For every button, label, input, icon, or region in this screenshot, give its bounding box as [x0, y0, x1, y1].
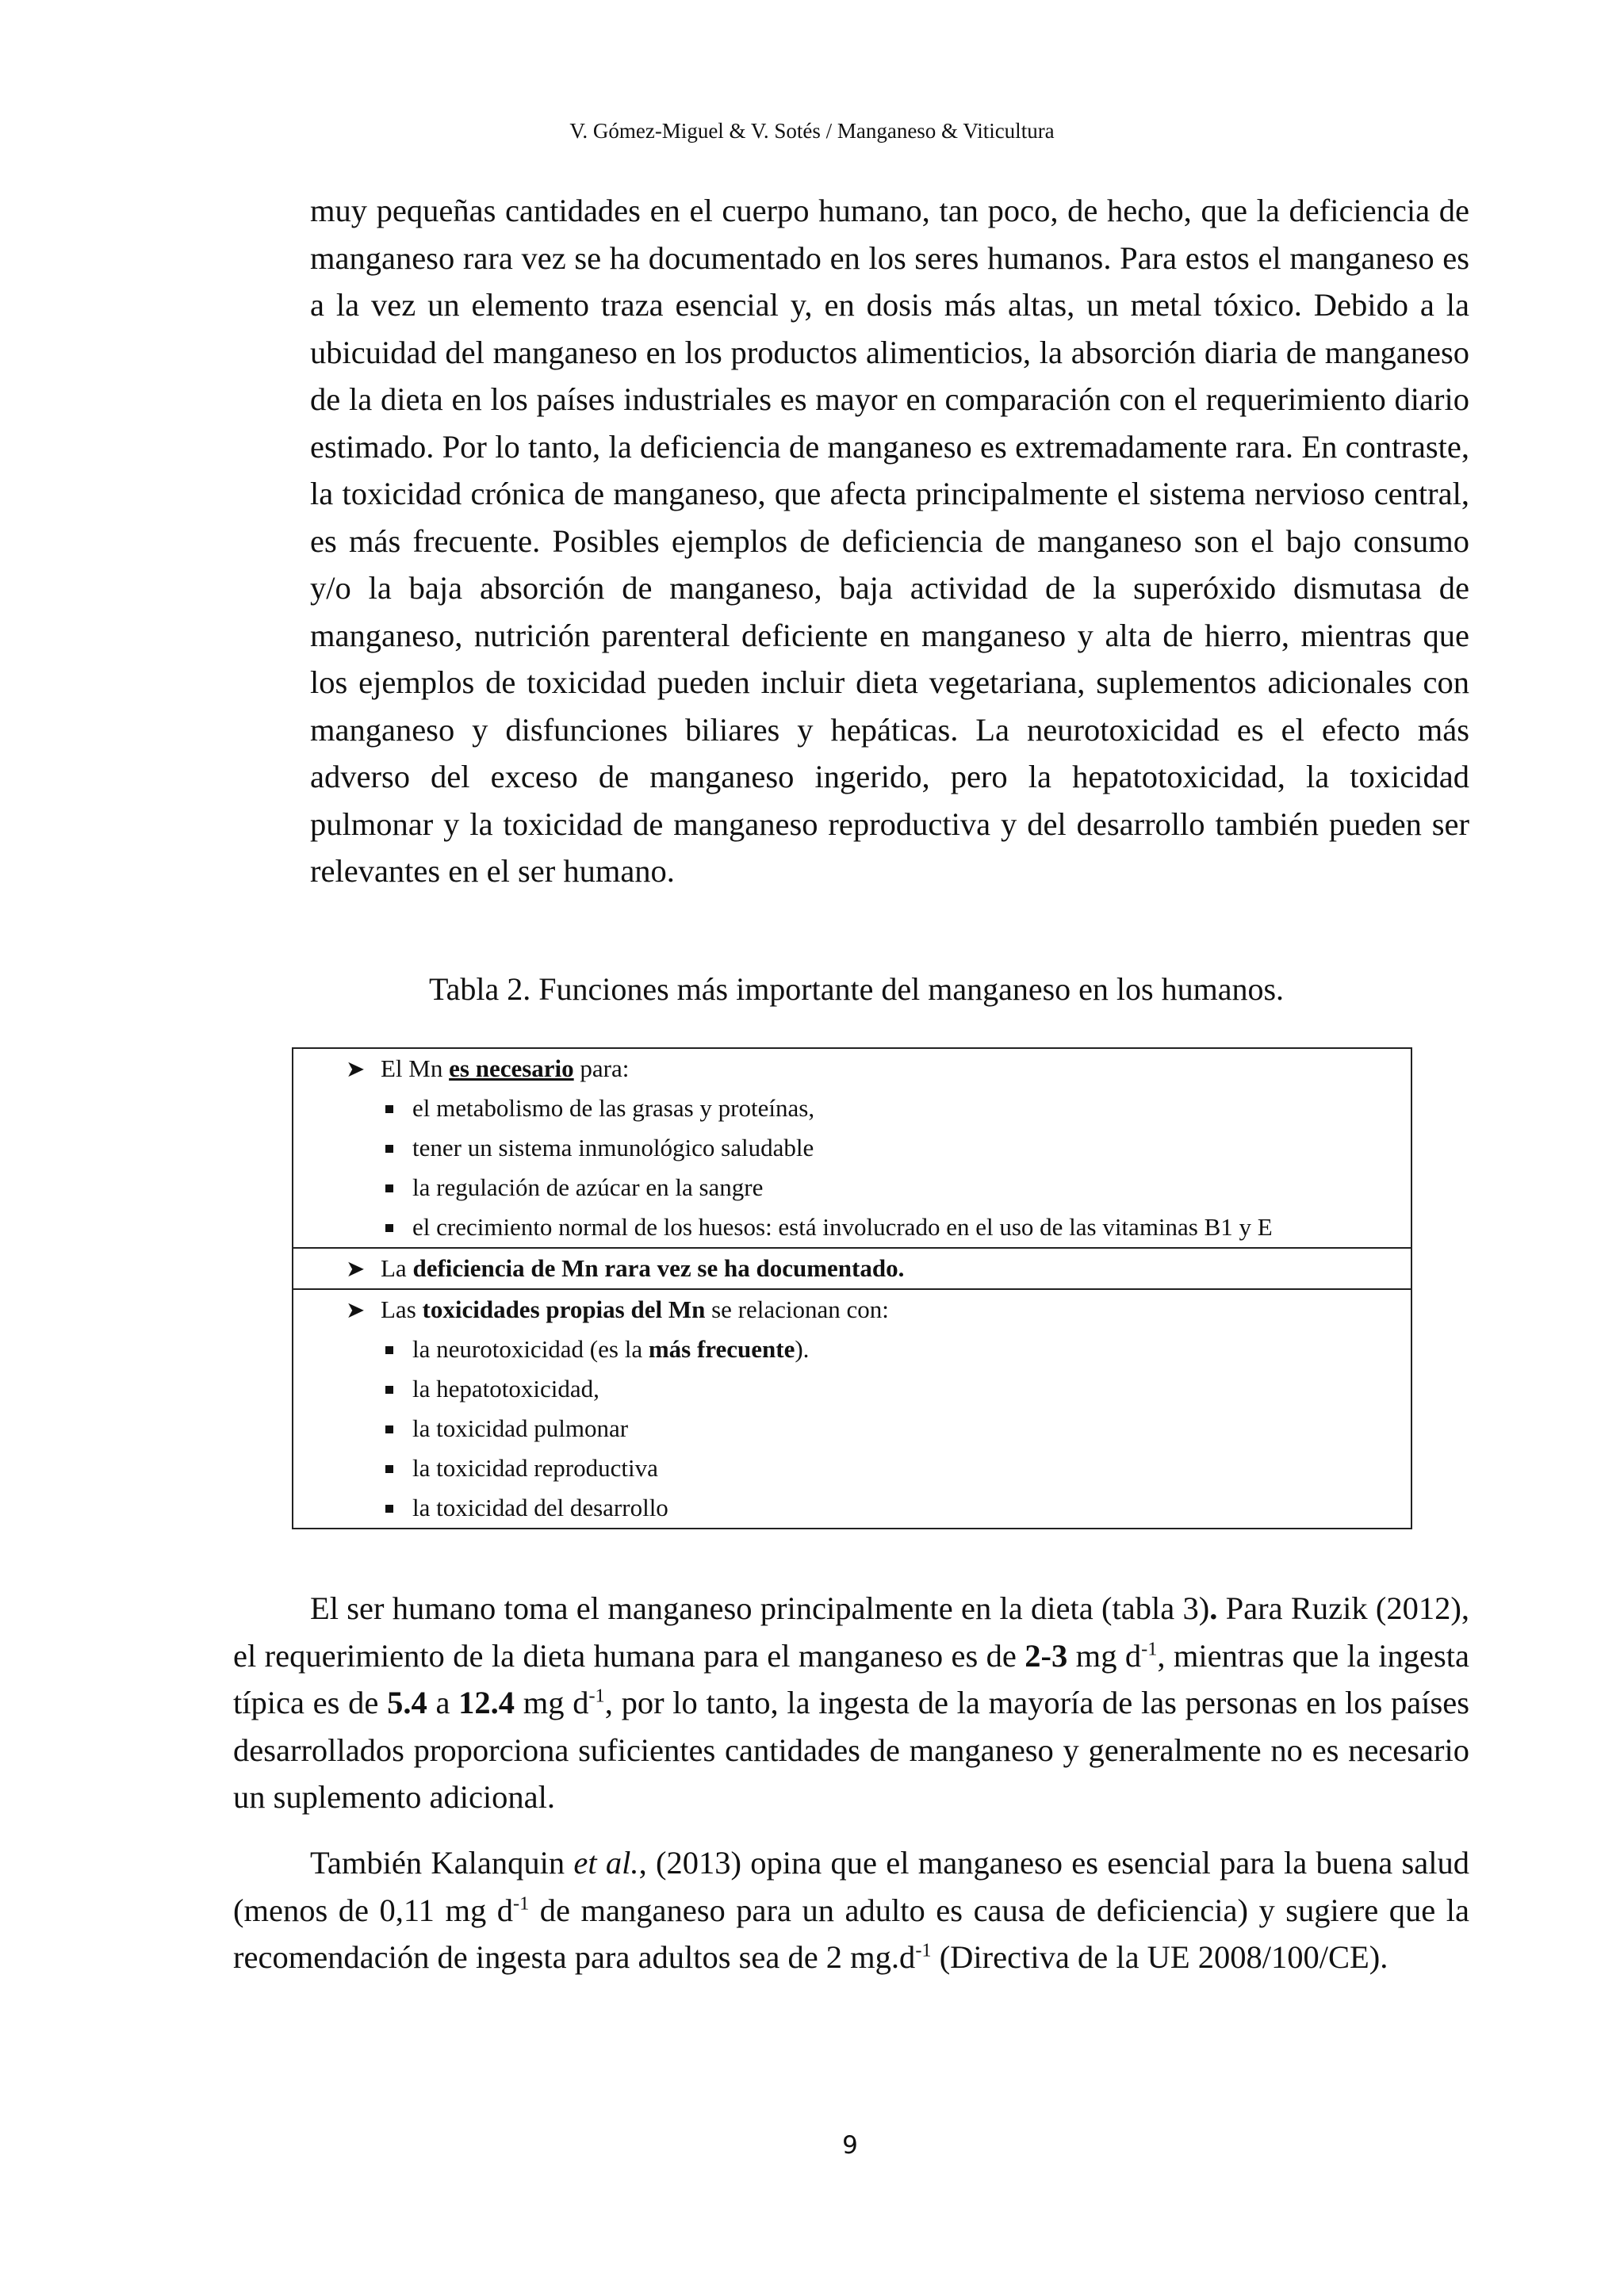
table-caption: Tabla 2. Funciones más importante del manganeso en los humanos. [428, 971, 1285, 1007]
square-bullet-icon [385, 1465, 393, 1473]
list-item: la toxicidad pulmonar [385, 1409, 1411, 1448]
list-item: tener un sistema inmunológico saludable [385, 1128, 1411, 1168]
body-paragraph-1: muy pequeñas cantidades en el cuerpo humano, tan poco, de hecho, que la deficiencia de manganeso rara vez se ha documentado en los seres humanos. Para estos el manganeso es a la vez un elemento traza esencial y, en dosis más altas, un metal tóxico. Debido a la ubicuidad del manganeso en los productos alimenticios, la absorción diaria de manganeso de la dieta en los países industriales es mayor en comparación con el requerimiento diario estimado. Por lo tanto, la deficiencia de manganeso es extremadamente rara. En contraste, la toxicidad crónica de manganeso, que afecta principalmente el sistema nervioso central, es más frecuente. Posibles ejemplos de deficiencia de manganeso son el bajo consumo y/o la baja absorción de manganeso, baja actividad de la superóxido dismutasa de manganeso, nutrición parenteral deficiente en manganeso y alta de hierro, mientras que los ejemplos de toxicidad pueden incluir dieta vegetariana, suplementos adicionales con manganeso y disfunciones biliares y hepáticas. La neurotoxicidad es el efecto más adverso del exceso de manganeso ingerido, pero la hepatotoxicidad, la toxicidad pulmonar y la toxicidad de manganeso reproductiva y del desarrollo también pueden ser relevantes en el ser humano. [310, 193, 1469, 889]
functions-table [292, 1047, 1412, 1529]
square-bullet-icon [385, 1346, 393, 1354]
page-number: 9 [842, 2131, 858, 2160]
list-item: la toxicidad del desarrollo [385, 1488, 1411, 1528]
square-bullet-icon [385, 1425, 393, 1433]
square-bullet-icon [385, 1105, 393, 1113]
square-bullet-icon [385, 1224, 393, 1232]
square-bullet-icon [385, 1184, 393, 1192]
square-bullet-icon [385, 1505, 393, 1513]
list-item: el crecimiento normal de los huesos: está involucrado en el uso de las vitaminas B1 y E [385, 1207, 1411, 1247]
table-section-toxicities [293, 1288, 1411, 1528]
section-heading: ➤ La deficiencia de Mn rara vez se ha documentado. [346, 1249, 1411, 1288]
square-bullet-icon [385, 1386, 393, 1394]
toxicities-list [346, 1330, 1411, 1528]
arrow-bullet-icon: ➤ [346, 1255, 366, 1282]
necessary-list [346, 1089, 1411, 1247]
body-paragraph-2: El ser humano toma el manganeso principalmente en la dieta (tabla 3). Para Ruzik (2012), el requerimiento de la dieta humana para el manganeso es de 2-3 mg $d^{-1}$, mientras que la ingesta típica es de 5.4 a 12.4 mg $d^{-1}$, por lo tanto, la ingesta de la mayoría de las personas en los países desarrollados proporciona suficientes cantidades de manganeso y generalmente no es necesario un suplemento adicional. [233, 1590, 1470, 1815]
body-paragraph-3: También Kalanquin et al., (2013) opina que el manganeso es esencial para la buena salud (menos de 0,11 mg $d^{-1}$ de manganeso para un adulto es causa de deficiencia) y sugiere que la recomendación de ingesta para adultos sea de 2 $mg.d^{-1}$ (Directiva de la UE 2008/100/CE). [233, 1845, 1470, 1975]
list-item: la toxicidad reproductiva [385, 1448, 1411, 1488]
arrow-bullet-icon: ➤ [346, 1055, 366, 1082]
list-item: la regulación de azúcar en la sangre [385, 1168, 1411, 1207]
list-item: el metabolismo de las grasas y proteínas, [385, 1089, 1411, 1128]
section-heading: ➤ El Mn es necesario para: [346, 1049, 1411, 1089]
table-section-necessary [293, 1049, 1411, 1247]
square-bullet-icon [385, 1145, 393, 1153]
arrow-bullet-icon: ➤ [346, 1296, 366, 1323]
list-item: la neurotoxicidad (es la más frecuente). [385, 1330, 1411, 1369]
list-item: la hepatotoxicidad, [385, 1369, 1411, 1409]
table-section-deficiency [293, 1247, 1411, 1288]
section-heading: ➤ Las toxicidades propias del Mn se relacionan con: [346, 1290, 1411, 1330]
running-header: V. Gómez-Miguel & V. Sotés / Manganeso & Viticultura [569, 119, 1055, 143]
